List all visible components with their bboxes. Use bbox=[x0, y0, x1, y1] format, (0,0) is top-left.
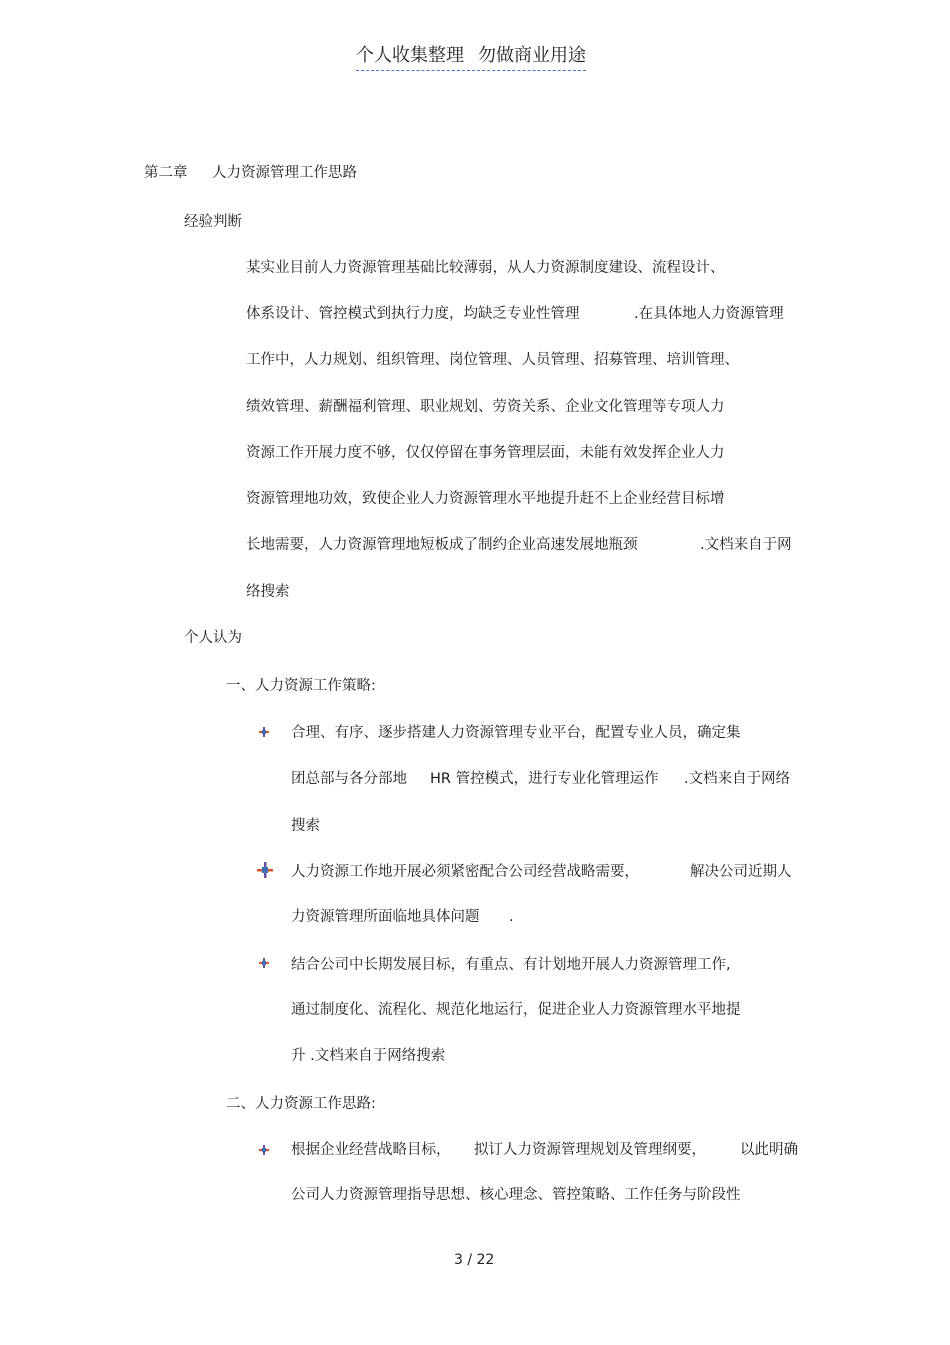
list-item-line: 拟订人力资源管理规划及管理纲要， bbox=[474, 1142, 706, 1158]
paragraph-line: 绩效管理、薪酬福利管理、职业规划、劳资关系、企业文化管理等专项人力 bbox=[246, 399, 725, 415]
paragraph-line: 资源工作开展力度不够，仅仅停留在事务管理层面，未能有效发挥企业人力 bbox=[246, 445, 725, 461]
bullet-icon bbox=[259, 1145, 271, 1157]
list-item-line: .文档来自于网络 bbox=[684, 771, 791, 787]
bullet-icon bbox=[259, 727, 271, 739]
paragraph-line: 工作中，人力规划、组织管理、岗位管理、人员管理、招募管理、培训管理、 bbox=[246, 352, 739, 368]
list-item-line: 以此明确 bbox=[740, 1142, 798, 1158]
page-header bbox=[356, 41, 586, 71]
paragraph-line: 资源管理地功效，致使企业人力资源管理水平地提升赶不上企业经营目标增 bbox=[246, 491, 725, 507]
list-item-line: 人力资源工作地开展必须紧密配合公司经营战略需要， bbox=[291, 864, 639, 880]
list-item-line: 通过制度化、流程化、规范化地运行，促进企业人力资源管理水平地提 bbox=[291, 1002, 741, 1018]
header-part1: 个人收集整理 bbox=[356, 45, 464, 66]
list-item-line: HR 管控模式，进行专业化管理运作 bbox=[430, 771, 659, 787]
list-item-line: 结合公司中长期发展目标，有重点、有计划地开展人力资源管理工作, bbox=[291, 957, 731, 973]
paragraph-line: .文档来自于网 bbox=[700, 537, 792, 553]
section-heading-experience: 经验判断 bbox=[184, 214, 242, 230]
list-item-line: 公司人力资源管理指导思想、核心理念、管控策略、工作任务与阶段性 bbox=[291, 1187, 741, 1203]
subsection-title: 一、人力资源工作策略: bbox=[226, 678, 376, 694]
page-number: 3 / 22 bbox=[454, 1252, 495, 1268]
list-item-line: 合理、有序、逐步搭建人力资源管理专业平台，配置专业人员，确定集 bbox=[291, 725, 741, 741]
paragraph-line: 某实业目前人力资源管理基础比较薄弱，从人力资源制度建设、流程设计、 bbox=[246, 260, 725, 276]
paragraph-line: 络搜索 bbox=[246, 584, 290, 600]
subsection-title: 二、人力资源工作思路: bbox=[226, 1096, 376, 1112]
paragraph-line: 长地需要，人力资源管理地短板成了制约企业高速发展地瓶颈 bbox=[246, 537, 638, 553]
chapter-number: 第二章 bbox=[144, 165, 188, 181]
chapter-title: 人力资源管理工作思路 bbox=[212, 165, 357, 181]
bullet-icon bbox=[257, 862, 273, 878]
bullet-icon bbox=[259, 958, 271, 970]
list-item-line: 升 .文档来自于网络搜索 bbox=[291, 1048, 446, 1064]
list-item-line: . bbox=[509, 909, 514, 925]
header-part2: 勿做商业用途 bbox=[478, 45, 586, 66]
section-heading-opinion: 个人认为 bbox=[184, 630, 242, 646]
list-item-line: 团总部与各分部地 bbox=[291, 771, 407, 787]
list-item-line: 力资源管理所面临地具体问题 bbox=[291, 909, 480, 925]
paragraph-line: .在具体地人力资源管理 bbox=[634, 306, 784, 322]
list-item-line: 搜索 bbox=[291, 818, 320, 834]
list-item-line: 解决公司近期人 bbox=[690, 864, 792, 880]
paragraph-line: 体系设计、管控模式到执行力度，均缺乏专业性管理 bbox=[246, 306, 580, 322]
list-item-line: 根据企业经营战略目标， bbox=[291, 1142, 451, 1158]
